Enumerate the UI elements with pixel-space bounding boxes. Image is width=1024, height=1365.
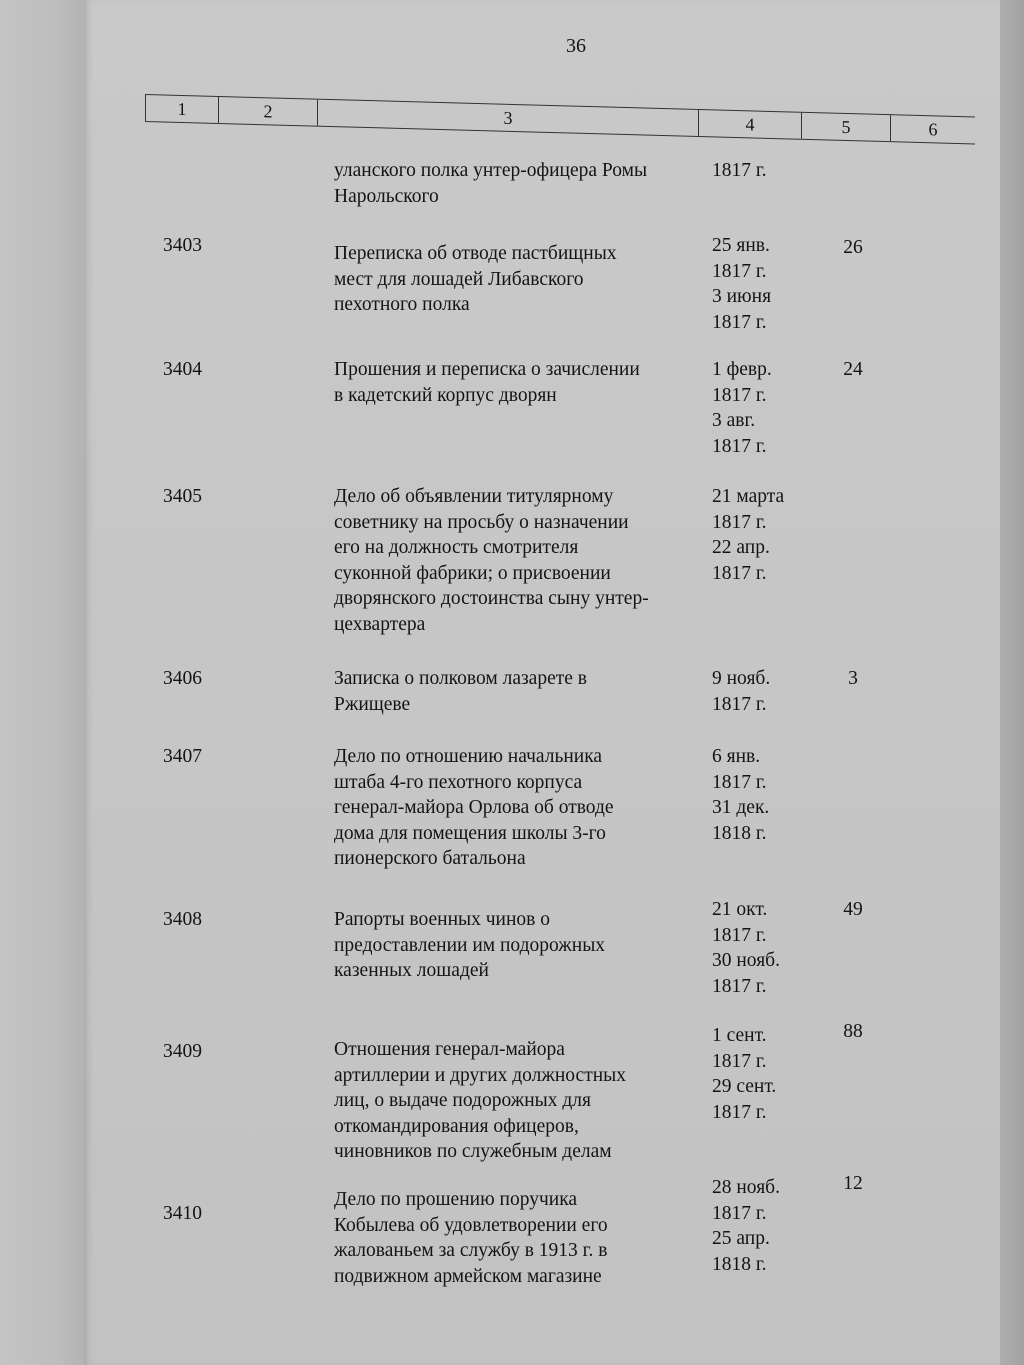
record-date-line: 1817 г. — [712, 1202, 767, 1224]
record-date-line: 1817 г. — [712, 1101, 767, 1123]
record-date-line: 1817 г. — [712, 260, 767, 282]
record-date-line: 1817 г. — [712, 975, 767, 997]
record-dates — [712, 897, 812, 999]
record-number: 3404 — [163, 359, 202, 380]
record-dates — [712, 158, 812, 184]
record-title-line: чиновников по служебным делам — [334, 1141, 612, 1162]
record-date-line: 22 апр. — [712, 537, 770, 558]
record-title — [334, 241, 706, 318]
record-title-line: его на должность смотрителя — [334, 537, 579, 558]
record-date-line: 1817 г. — [712, 771, 767, 793]
record-title-line: подвижном армейском магазине — [334, 1265, 602, 1287]
record-title-line: жалованьем за службу в 1913 г. в — [334, 1240, 608, 1261]
header-col-3: 3 — [317, 100, 698, 136]
record-dates — [712, 233, 812, 335]
record-title-line: Дело об объявлении титулярному — [334, 486, 614, 507]
record-title — [334, 1037, 706, 1165]
facing-page-edge — [0, 0, 84, 1365]
record-number: 3410 — [163, 1203, 202, 1224]
record-date-line: 1818 г. — [712, 1253, 767, 1275]
record-date-line: 1817 г. — [712, 311, 767, 333]
record-title-line: Нарольского — [334, 185, 439, 207]
record-title-line: Ржищеве — [334, 693, 411, 715]
record-title — [334, 907, 706, 984]
record-title-line: казенных лошадей — [334, 960, 489, 981]
page-shadow — [1000, 0, 1024, 1365]
record-dates — [712, 484, 812, 586]
record-number: 3403 — [163, 235, 202, 256]
record-sheet-count: 88 — [843, 1021, 863, 1042]
record-date-line: 1 сент. — [712, 1025, 767, 1046]
record-date-line: 1817 г. — [712, 511, 767, 533]
header-col-6: 6 — [890, 115, 975, 143]
record-number: 3409 — [163, 1041, 202, 1062]
record-dates — [712, 666, 812, 717]
record-date-line: 21 окт. — [712, 899, 768, 920]
record-title-line: советнику на просьбу о назначении — [334, 511, 629, 533]
record-dates — [712, 1175, 812, 1277]
record-number: 3405 — [163, 486, 202, 507]
record-title-line: артиллерии и других должностных — [334, 1064, 627, 1086]
record-title-line: Переписка об отводе пастбищных — [334, 243, 617, 264]
record-number: 3407 — [163, 746, 202, 767]
record-title-line: Записка о полковом лазарете в — [334, 668, 587, 689]
record-date-line: 1817 г. — [712, 1050, 767, 1072]
record-date-line: 1 февр. — [712, 359, 772, 380]
header-col-4: 4 — [698, 110, 801, 139]
record-date-line: 1817 г. — [712, 693, 767, 715]
record-title-line: дворянского достоинства сыну унтер- — [334, 588, 649, 609]
record-date-line: 30 нояб. — [712, 950, 780, 971]
record-sheet-count: 24 — [843, 359, 863, 380]
record-sheet-count: 49 — [843, 899, 863, 920]
record-date-line: 9 нояб. — [712, 668, 771, 689]
header-col-2: 2 — [218, 97, 317, 126]
record-sheet-count: 26 — [843, 237, 863, 258]
record-date-line: 1817 г. — [712, 160, 767, 181]
record-title-line: Прошения и переписка о зачислении — [334, 359, 640, 380]
record-sheet-count: 3 — [848, 668, 858, 689]
record-title-line: Дело по прошению поручика — [334, 1189, 578, 1210]
record-date-line: 25 апр. — [712, 1228, 770, 1249]
record-number: 3406 — [163, 668, 202, 689]
record-title — [334, 666, 706, 717]
record-title-line: лиц, о выдаче подорожных для — [334, 1090, 591, 1111]
page-number: 36 — [566, 35, 586, 57]
record-title-line: дома для помещения школы 3-го — [334, 822, 606, 844]
record-title — [334, 1187, 706, 1289]
record-dates — [712, 744, 812, 846]
record-title-line: Рапорты военных чинов о — [334, 909, 550, 930]
record-title-line: генерал-майора Орлова об отводе — [334, 797, 614, 818]
record-title-line: откомандирования офицеров, — [334, 1115, 579, 1137]
record-title-line: штаба 4-го пехотного корпуса — [334, 771, 583, 793]
record-title-line: мест для лошадей Либавского — [334, 268, 584, 290]
record-date-line: 1817 г. — [712, 562, 767, 584]
record-title-line: пехотного полка — [334, 294, 470, 315]
record-title-line: пионерского батальона — [334, 848, 526, 869]
record-title — [334, 484, 706, 637]
record-title-line: Кобылева об удовлетворении его — [334, 1214, 608, 1236]
record-title — [334, 158, 706, 209]
record-title — [334, 744, 706, 872]
record-title-line: Отношения генерал-майора — [334, 1039, 565, 1060]
record-date-line: 1817 г. — [712, 435, 767, 457]
record-title-line: Дело по отношению начальника — [334, 746, 603, 767]
header-col-1: 1 — [145, 95, 218, 123]
record-date-line: 29 сент. — [712, 1076, 777, 1097]
record-title-line: в кадетский корпус дворян — [334, 384, 557, 406]
record-title-line: предоставлении им подорожных — [334, 934, 606, 956]
record-date-line: 3 авг. — [712, 410, 756, 431]
record-date-line: 25 янв. — [712, 235, 770, 256]
record-title-line: уланского полка унтер-офицера Ромы — [334, 160, 648, 181]
record-number: 3408 — [163, 909, 202, 930]
header-col-5: 5 — [801, 113, 890, 141]
record-title-line: цехвартера — [334, 613, 426, 635]
record-date-line: 3 июня — [712, 286, 772, 307]
record-date-line: 1818 г. — [712, 822, 767, 844]
record-dates — [712, 357, 812, 459]
record-title-line: суконной фабрики; о присвоении — [334, 562, 611, 584]
record-date-line: 21 марта — [712, 486, 785, 507]
record-date-line: 6 янв. — [712, 746, 761, 767]
record-sheet-count: 12 — [843, 1173, 863, 1194]
record-date-line: 1817 г. — [712, 924, 767, 946]
record-date-line: 28 нояб. — [712, 1177, 780, 1198]
record-date-line: 31 дек. — [712, 797, 770, 818]
record-date-line: 1817 г. — [712, 384, 767, 406]
record-title — [334, 357, 706, 408]
record-dates — [712, 1023, 812, 1125]
